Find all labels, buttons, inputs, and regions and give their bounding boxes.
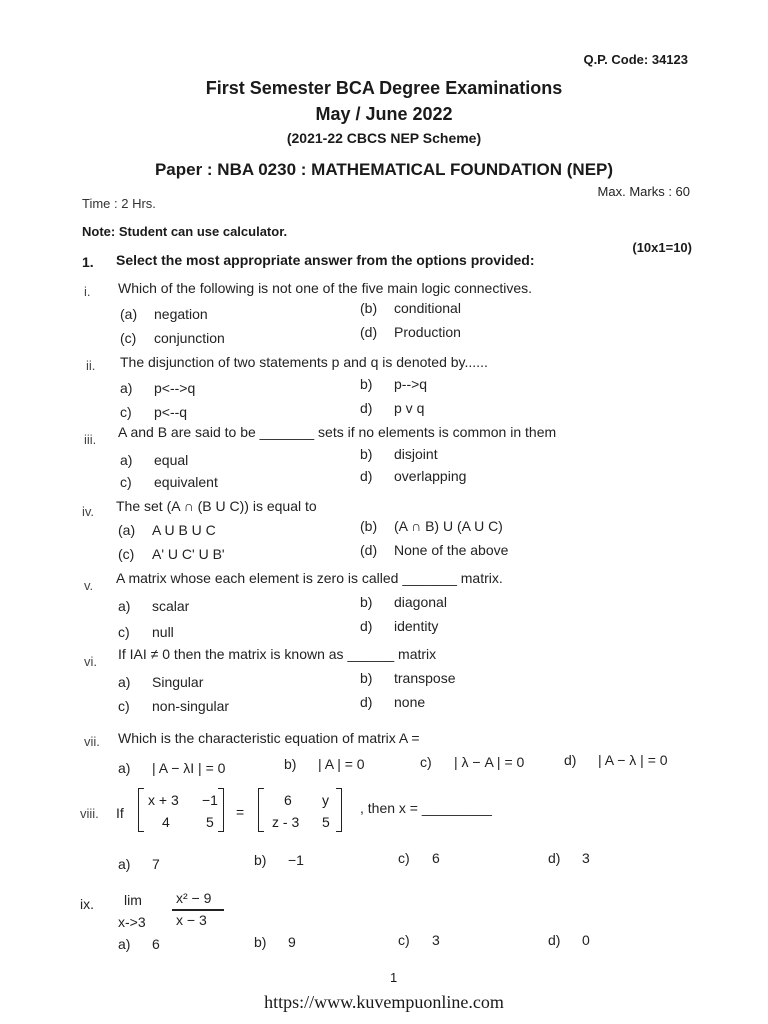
option-value: conditional bbox=[394, 300, 461, 316]
option-value: p<--q bbox=[154, 404, 188, 420]
option-key: (a) bbox=[120, 306, 138, 322]
option-value: transpose bbox=[394, 670, 456, 686]
footer-url[interactable]: https://www.kuvempuonline.com bbox=[264, 992, 504, 1012]
option-value: 6 bbox=[432, 850, 440, 866]
option-key: b) bbox=[254, 934, 267, 950]
option bbox=[548, 850, 590, 866]
option bbox=[360, 400, 424, 416]
option-value: disjoint bbox=[394, 446, 438, 462]
question-text: The set (A ∩ (B U C)) is equal to bbox=[116, 498, 317, 514]
option-value: | A | = 0 bbox=[318, 756, 365, 772]
option-key: b) bbox=[360, 594, 373, 610]
option bbox=[360, 468, 466, 484]
option-value: 3 bbox=[582, 850, 590, 866]
option bbox=[398, 932, 440, 948]
option-key: (d) bbox=[360, 324, 378, 340]
option bbox=[360, 324, 461, 340]
option bbox=[360, 300, 461, 316]
option-value: equal bbox=[154, 452, 189, 468]
option bbox=[360, 518, 503, 534]
option-value: non-singular bbox=[152, 698, 230, 714]
option-value: | A − λI | = 0 bbox=[152, 760, 226, 776]
question-text-tail: , then x = _________ bbox=[360, 800, 492, 816]
limit-subscript: x->3 bbox=[118, 914, 146, 930]
option bbox=[548, 932, 590, 948]
option-key: (b) bbox=[360, 518, 378, 534]
option-key: d) bbox=[360, 694, 373, 710]
option-value: 3 bbox=[432, 932, 440, 948]
question-text: If bbox=[116, 805, 124, 821]
option-key: d) bbox=[360, 618, 373, 634]
section-marks: (10x1=10) bbox=[632, 240, 692, 255]
option bbox=[120, 380, 195, 396]
option-key: (c) bbox=[120, 330, 137, 346]
option bbox=[118, 674, 203, 690]
question-text: The disjunction of two statements p and q is denoted by...... bbox=[120, 354, 488, 370]
matrix-left-bracket bbox=[138, 788, 144, 832]
option-value: 0 bbox=[582, 932, 590, 948]
option-key: d) bbox=[548, 932, 561, 948]
option-value: 6 bbox=[152, 936, 160, 952]
question-number: ix. bbox=[80, 896, 94, 912]
option bbox=[360, 670, 455, 686]
option bbox=[254, 852, 304, 868]
option-key: d) bbox=[564, 752, 577, 768]
fraction-denominator: x − 3 bbox=[176, 912, 207, 928]
option bbox=[118, 760, 225, 776]
option-key: c) bbox=[120, 474, 132, 490]
option bbox=[118, 936, 160, 952]
option-value: conjunction bbox=[154, 330, 225, 346]
option-key: b) bbox=[360, 670, 373, 686]
option-key: d) bbox=[360, 468, 373, 484]
option bbox=[360, 542, 508, 558]
question-number: ii. bbox=[86, 358, 96, 373]
option-key: c) bbox=[420, 754, 432, 770]
option-value: | A − λ | = 0 bbox=[598, 752, 668, 768]
matrix-cell: 4 bbox=[162, 814, 170, 830]
question-number: iii. bbox=[84, 432, 97, 447]
option bbox=[118, 598, 189, 614]
option-key: (b) bbox=[360, 300, 378, 316]
max-marks: Max. Marks : 60 bbox=[597, 184, 690, 199]
matrix-cell: z - 3 bbox=[272, 814, 300, 830]
option bbox=[360, 376, 427, 392]
option-key: (c) bbox=[118, 546, 135, 562]
option-value: scalar bbox=[152, 598, 190, 614]
question-number: vii. bbox=[84, 734, 100, 749]
question-number: iv. bbox=[82, 504, 95, 519]
matrix-left-bracket bbox=[258, 788, 264, 832]
option bbox=[118, 698, 229, 714]
question-number: viii. bbox=[80, 806, 99, 821]
limit-label: lim bbox=[124, 892, 142, 908]
option-value: 7 bbox=[152, 856, 160, 872]
option bbox=[420, 754, 524, 770]
option-key: c) bbox=[398, 932, 410, 948]
option-value: None of the above bbox=[394, 542, 509, 558]
option-key: c) bbox=[118, 624, 130, 640]
question-text: Which of the following is not one of the five main logic connectives. bbox=[118, 280, 532, 296]
option bbox=[120, 306, 208, 322]
matrix-cell: y bbox=[322, 792, 329, 808]
option bbox=[120, 330, 225, 346]
option bbox=[564, 752, 668, 768]
option bbox=[118, 624, 174, 640]
option-key: c) bbox=[118, 698, 130, 714]
option bbox=[254, 934, 296, 950]
question-text: A and B are said to be _______ sets if no elements is common in them bbox=[118, 424, 557, 440]
exam-time: Time : 2 Hrs. bbox=[82, 196, 156, 211]
option-value: none bbox=[394, 694, 426, 710]
option bbox=[284, 756, 365, 772]
option bbox=[118, 856, 160, 872]
option-key: (d) bbox=[360, 542, 378, 558]
option bbox=[118, 546, 225, 562]
option-key: c) bbox=[120, 404, 132, 420]
option-key: a) bbox=[120, 380, 133, 396]
option-key: a) bbox=[118, 856, 131, 872]
option-value: p<-->q bbox=[154, 380, 196, 396]
page-number: 1 bbox=[390, 970, 398, 985]
option-key: d) bbox=[548, 850, 561, 866]
matrix-cell: 6 bbox=[284, 792, 292, 808]
matrix-cell: 5 bbox=[206, 814, 214, 830]
matrix-equals: = bbox=[236, 804, 245, 820]
exam-note: Note: Student can use calculator. bbox=[82, 224, 288, 239]
option bbox=[360, 446, 438, 462]
exam-scheme: (2021-22 CBCS NEP Scheme) bbox=[286, 130, 482, 146]
option bbox=[120, 452, 188, 468]
option-key: d) bbox=[360, 400, 373, 416]
option-key: a) bbox=[120, 452, 133, 468]
option-value: | λ − A | = 0 bbox=[454, 754, 525, 770]
matrix-right-bracket bbox=[336, 788, 342, 832]
option bbox=[360, 618, 438, 634]
matrix-cell: 5 bbox=[322, 814, 330, 830]
option-value: Singular bbox=[152, 674, 204, 690]
fraction-bar bbox=[172, 909, 224, 911]
exam-title: First Semester BCA Degree Examinations bbox=[205, 78, 563, 98]
option-key: c) bbox=[398, 850, 410, 866]
option-key: b) bbox=[254, 852, 267, 868]
option-value: Production bbox=[394, 324, 461, 340]
option-value: p v q bbox=[394, 400, 425, 416]
option-value: identity bbox=[394, 618, 439, 634]
option bbox=[398, 850, 440, 866]
option-key: b) bbox=[360, 446, 373, 462]
option-value: A U B U C bbox=[152, 522, 216, 538]
option-value: diagonal bbox=[394, 594, 447, 610]
option-key: a) bbox=[118, 760, 131, 776]
option-value: A' U C' U B' bbox=[152, 546, 225, 562]
question-text: Which is the characteristic equation of matrix A = bbox=[118, 730, 420, 746]
option-key: a) bbox=[118, 598, 131, 614]
paper-title: Paper : NBA 0230 : MATHEMATICAL FOUNDATION (NEP) bbox=[154, 160, 614, 179]
question-text: If IAI ≠ 0 then the matrix is known as ______ matrix bbox=[118, 646, 437, 662]
matrix-cell: −1 bbox=[202, 792, 218, 808]
option-key: (a) bbox=[118, 522, 136, 538]
section-number: 1. bbox=[82, 254, 94, 270]
option-value: −1 bbox=[288, 852, 304, 868]
option-value: negation bbox=[154, 306, 208, 322]
question-number: i. bbox=[84, 284, 91, 299]
qp-code: Q.P. Code: 34123 bbox=[583, 52, 688, 67]
option bbox=[360, 594, 447, 610]
question-number: vi. bbox=[84, 654, 97, 669]
option-key: a) bbox=[118, 674, 131, 690]
option bbox=[120, 404, 187, 420]
question-text: A matrix whose each element is zero is called _______ matrix. bbox=[116, 570, 503, 586]
option-key: b) bbox=[284, 756, 297, 772]
option bbox=[118, 522, 216, 538]
option bbox=[360, 694, 425, 710]
option-value: equivalent bbox=[154, 474, 218, 490]
option-value: 9 bbox=[288, 934, 296, 950]
option-value: p-->q bbox=[394, 376, 428, 392]
matrix-cell: x + 3 bbox=[148, 792, 179, 808]
option-value: overlapping bbox=[394, 468, 467, 484]
option-value: (A ∩ B) U (A U C) bbox=[394, 518, 503, 534]
exam-session: May / June 2022 bbox=[315, 104, 453, 124]
fraction-numerator: x² − 9 bbox=[176, 890, 212, 906]
option-key: a) bbox=[118, 936, 131, 952]
matrix-right-bracket bbox=[218, 788, 224, 832]
question-number: v. bbox=[84, 578, 94, 593]
option-key: b) bbox=[360, 376, 373, 392]
section-instruction: Select the most appropriate answer from the options provided: bbox=[116, 252, 535, 268]
option bbox=[120, 474, 218, 490]
option-value: null bbox=[152, 624, 174, 640]
